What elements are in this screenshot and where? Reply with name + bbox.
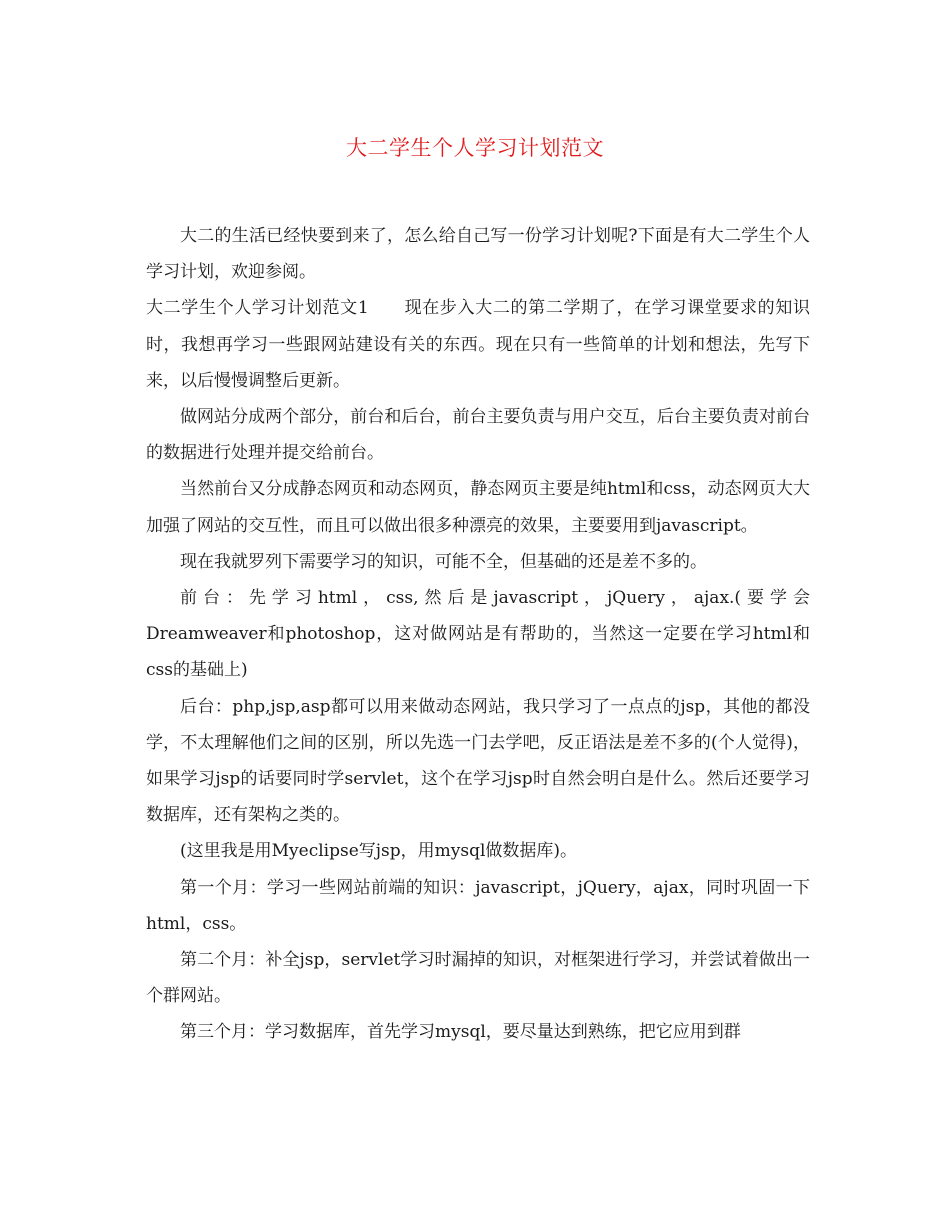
paragraph-list-intro: 现在我就罗列下需要学习的知识，可能不全，但基础的还是差不多的。: [180, 551, 707, 572]
paragraph-month-3: 第三个月：学习数据库，首先学习mysql，要尽量达到熟练，把它应用到群: [180, 1022, 741, 1043]
paragraph-month-2: 第二个月：补全jsp，servlet学习时漏掉的知识，对框架进行学习，并尝试着做出一个群网站。: [146, 950, 810, 1007]
paragraph-intro: 大二的生活已经快要到来了，怎么给自己写一份学习计划呢?下面是有大二学生个人学习计划，欢迎参阅。: [146, 226, 810, 283]
paragraph-static-dynamic: 当然前台又分成静态网页和动态网页，静态网页主要是纯html和css，动态网页大大加强了网站的交互性，而且可以做出很多种漂亮的效果，主要要用到javascript。: [146, 479, 810, 536]
paragraph-backend: 后台：php,jsp,asp都可以用来做动态网站，我只学习了一点点的jsp，其他的都没学，不太理解他们之间的区别，所以先选一门去学吧，反正语法是差不多的(个人觉得)，如果学习jsp的话要同时学servlet，这个在学习jsp时自然会明白是什么。然后还要学习数据库，还有架构之类的。: [146, 696, 810, 826]
document-body: [146, 218, 810, 1051]
paragraph-site-parts: 做网站分成两个部分，前台和后台，前台主要负责与用户交互，后台主要负责对前台的数据进行处理并提交给前台。: [146, 407, 810, 464]
paragraph-month-1: 第一个月：学习一些网站前端的知识：javascript，jQuery，ajax，同时巩固一下html，css。: [146, 877, 810, 934]
paragraph-sample-1: 大二学生个人学习计划范文1 现在步入大二的第二学期了，在学习课堂要求的知识时，我想再学习一些跟网站建设有关的东西。现在只有一些简单的计划和想法，先写下来，以后慢慢调整后更新。: [146, 298, 810, 391]
page-title: 大二学生个人学习计划范文: [346, 136, 604, 160]
paragraph-frontend: 前台：先学习html，css,然后是javascript，jQuery，ajax.(要学会Dreamweaver和photoshop，这对做网站是有帮助的，当然这一定要在学习html和css的基础上): [146, 588, 810, 681]
paragraph-tools: (这里我是用Myeclipse写jsp，用mysql做数据库)。: [180, 841, 578, 862]
